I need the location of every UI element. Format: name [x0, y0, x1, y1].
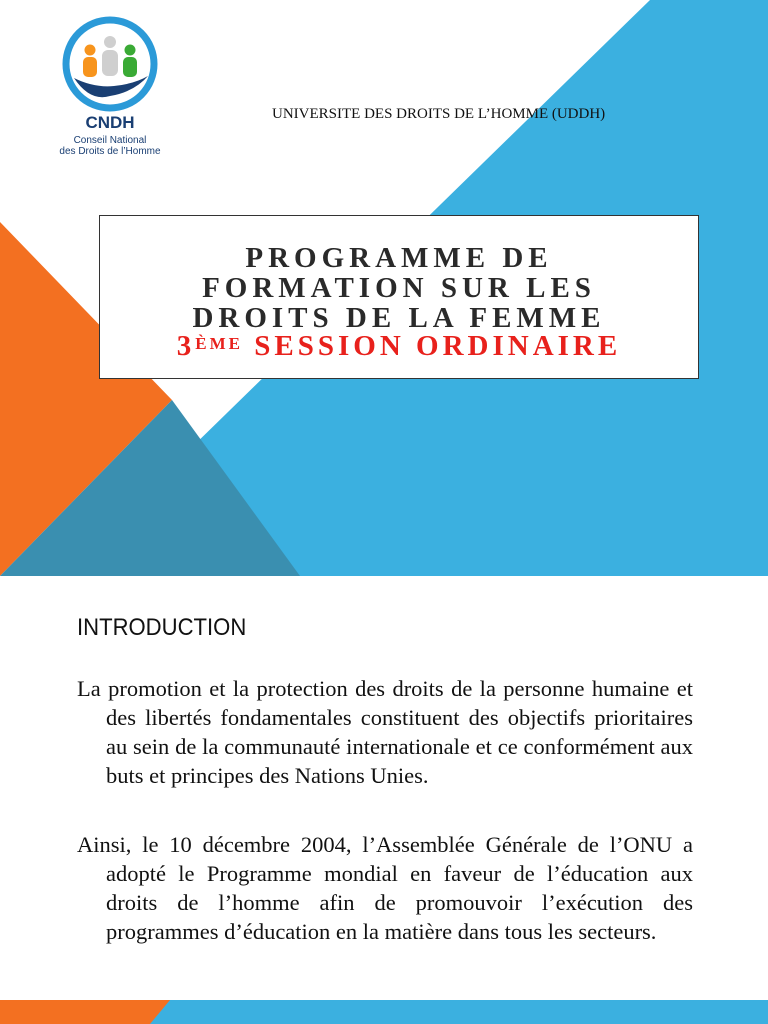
- next-slide-edge: [0, 1000, 768, 1024]
- session-label: [100, 331, 698, 361]
- introduction-paragraph-2: Ainsi, le 10 décembre 2004, l’Assemblée Générale de l’ONU a adopté le Programme mondial en faveur de l’éducation aux droits de l’homme afin de promouvoir l’exécution des programmes d’éducation en la matière dans tous les secteurs.: [77, 832, 693, 944]
- cndh-logo-icon: [50, 12, 170, 112]
- logo-subtitle: [50, 135, 170, 157]
- introduction-paragraph-1: La promotion et la protection des droits de la personne humaine et des libertés fondamentales constituent des objectifs prioritaires au sein de la communauté internationale et ce conformément aux buts et principes des Nations Unies.: [77, 676, 693, 788]
- session-number: 3: [176, 330, 196, 362]
- title-line-2: FORMATION SUR LES: [202, 272, 596, 304]
- introduction-heading: INTRODUCTION: [77, 614, 247, 641]
- session-text: SESSION ORDINAIRE: [243, 330, 622, 362]
- university-name: UNIVERSITE DES DROITS DE L’HOMME (UDDH): [272, 106, 606, 122]
- logo-subtitle-line1: Conseil National: [73, 135, 147, 146]
- logo-acronym: CNDH: [85, 113, 135, 132]
- title-line-3: DROITS DE LA FEMME: [192, 302, 606, 334]
- title-line-1: PROGRAMME DE: [245, 242, 553, 274]
- session-ordinal: ÈME: [195, 334, 244, 353]
- introduction-slide: [0, 576, 768, 1024]
- title-box: [99, 215, 699, 379]
- logo-subtitle-line2: des Droits de l’Homme: [59, 146, 161, 157]
